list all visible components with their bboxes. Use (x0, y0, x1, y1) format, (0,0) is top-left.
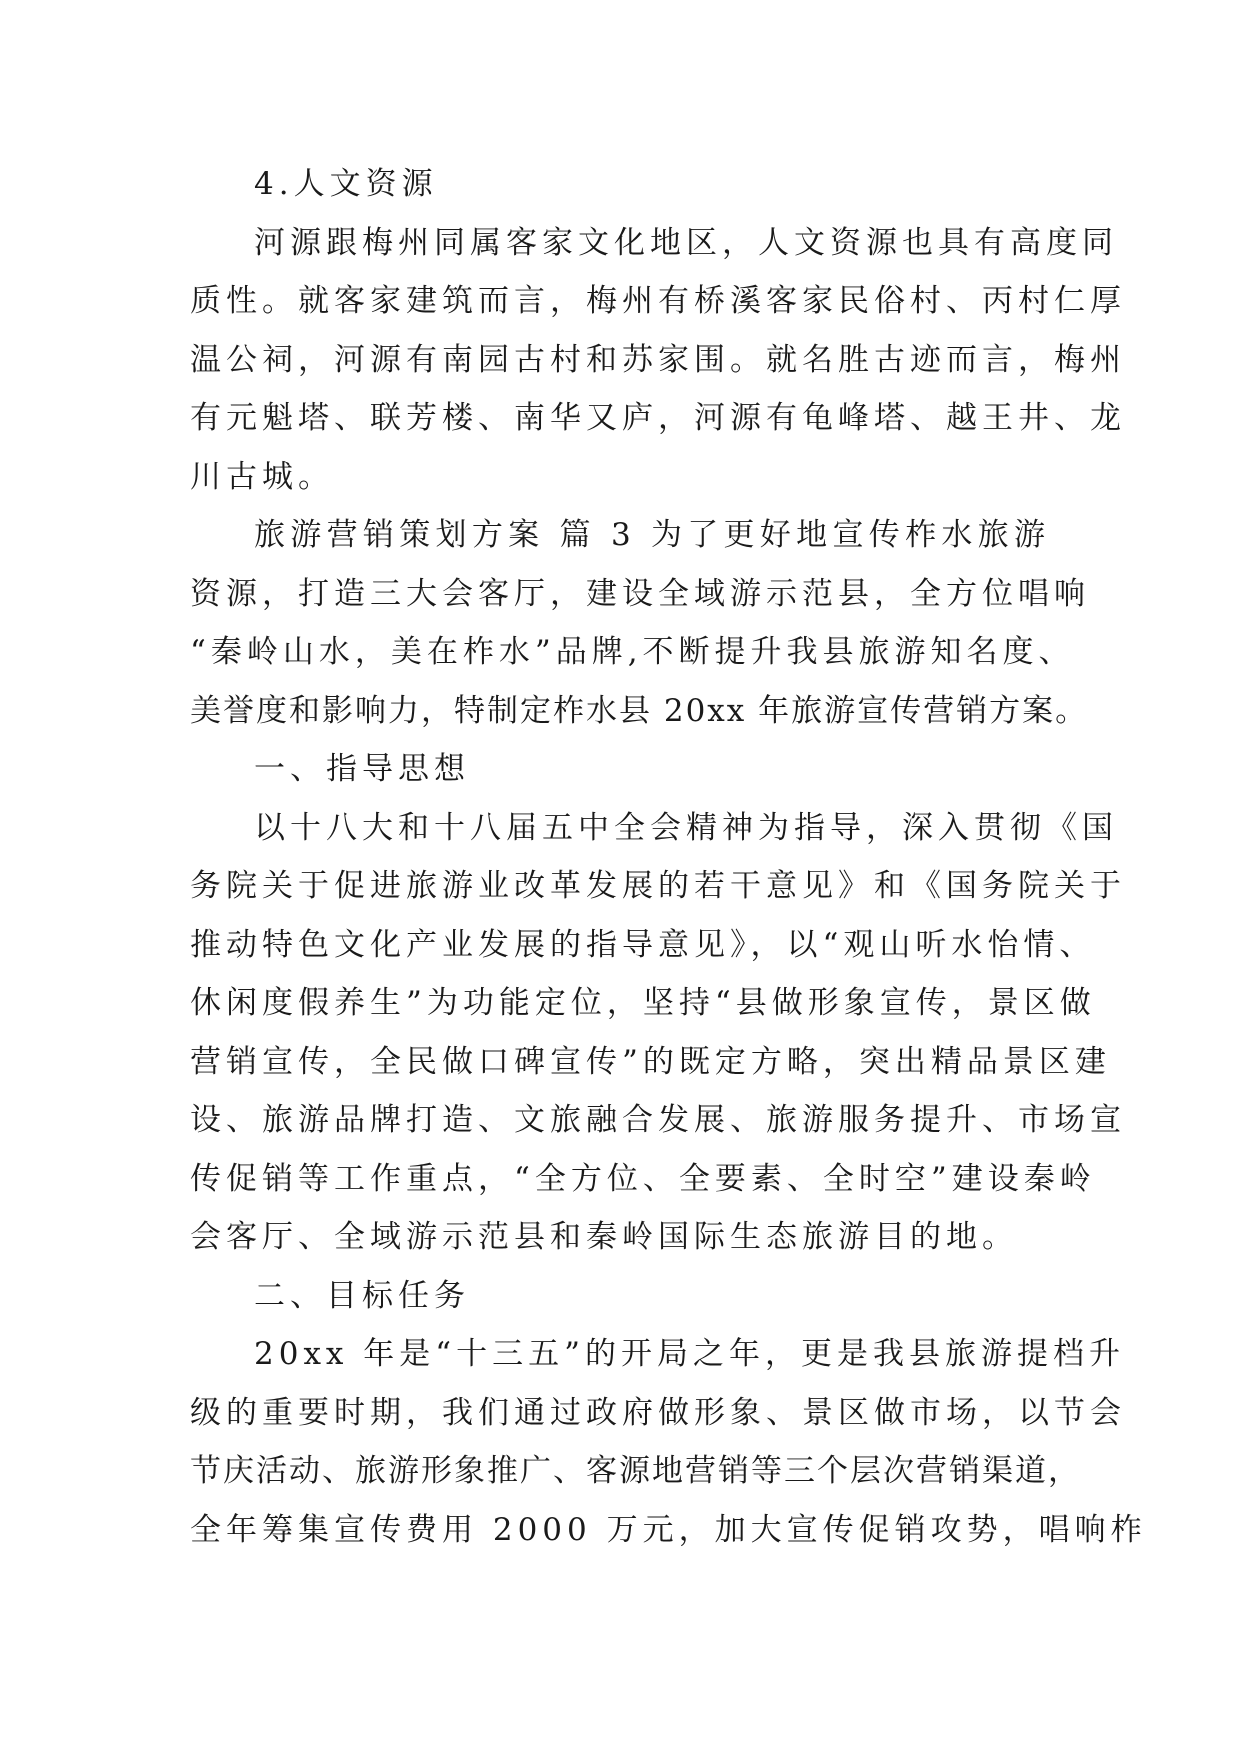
paragraph-line: “秦岭山水，美在柞水”品牌,不断提升我县旅游知名度、 (190, 634, 1075, 670)
paragraph-line: 河源跟梅州同属客家文化地区，人文资源也具有高度同 (254, 224, 1118, 261)
paragraph-line: 资源，打造三大会客厅，建设全域游示范县，全方位唱响 (190, 575, 1090, 612)
paragraph-line: 设、旅游品牌打造、文旅融合发展、旅游服务提升、市场宣 (190, 1102, 1126, 1138)
paragraph-line: 质性。就客家建筑而言，梅州有桥溪客家民俗村、丙村仁厚 (190, 283, 1126, 319)
paragraph-line: 川古城。 (190, 458, 334, 495)
paragraph-line: 有元魁塔、联芳楼、南华又庐，河源有龟峰塔、越王井、龙 (190, 400, 1126, 436)
paragraph-line: 全年筹集宣传费用 2000 万元，加大宣传促销攻势，唱响柞 (190, 1511, 1147, 1548)
paragraph-line: 级的重要时期，我们通过政府做形象、景区做市场，以节会 (190, 1394, 1126, 1431)
paragraph-line: 20xx 年是“十三五”的开局之年，更是我县旅游提档升 (254, 1336, 1125, 1372)
paragraph-line: 美誉度和影响力，特制定柞水县 20xx 年旅游宣传营销方案。 (190, 692, 1089, 729)
paragraph-line: 节庆活动、旅游形象推广、客源地营销等三个层次营销渠道， (190, 1453, 1081, 1489)
paragraph-line: 推动特色文化产业发展的指导意见》，以“观山听水怡情、 (190, 926, 1096, 963)
paragraph-line: 营销宣传，全民做口碑宣传”的既定方略，突出精品景区建 (190, 1043, 1111, 1080)
paragraph-line: 以十八大和十八届五中全会精神为指导，深入贯彻《国 (254, 809, 1118, 846)
document-body (190, 155, 1147, 1559)
section-heading-guiding-ideology: 一、指导思想 (254, 751, 470, 787)
paragraph-line: 温公祠，河源有南园古村和苏家围。就名胜古迹而言，梅州 (190, 341, 1126, 378)
paragraph-line: 务院关于促进旅游业改革发展的若干意见》和《国务院关于 (190, 868, 1126, 904)
paragraph-line: 传促销等工作重点，“全方位、全要素、全时空”建设秦岭 (190, 1160, 1096, 1197)
plan-title-line: 旅游营销策划方案 篇 3 为了更好地宣传柞水旅游 (254, 517, 1050, 553)
paragraph-line: 会客厅、全域游示范县和秦岭国际生态旅游目的地。 (190, 1219, 1018, 1255)
section-heading-goals-tasks: 二、目标任务 (254, 1277, 470, 1314)
section-heading-humanities: 4.人文资源 (254, 166, 438, 202)
paragraph-line: 休闲度假养生”为功能定位，坚持“县做形象宣传，景区做 (190, 985, 1096, 1021)
